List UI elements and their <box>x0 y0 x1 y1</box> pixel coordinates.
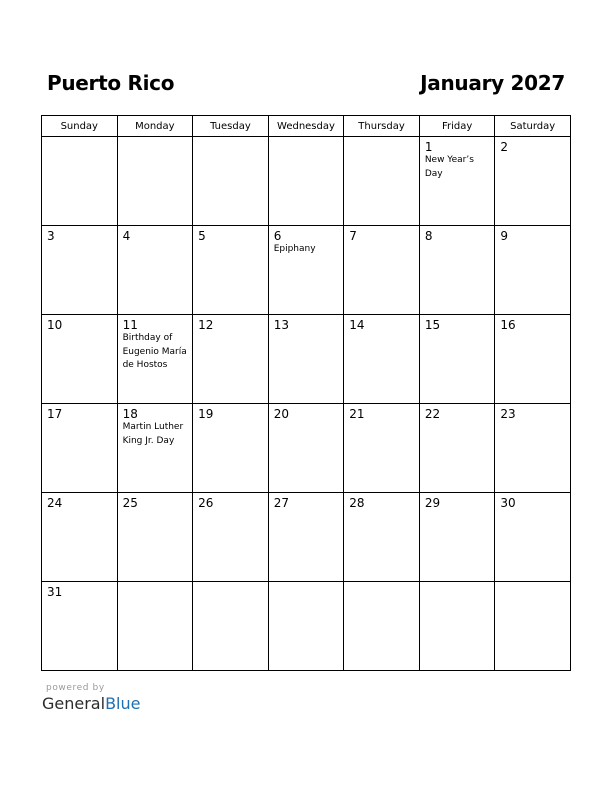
day-number: 20 <box>273 407 289 421</box>
day-cell <box>268 493 344 582</box>
day-cell <box>419 137 495 226</box>
day-cell-content <box>420 582 495 670</box>
day-number: 13 <box>273 318 289 332</box>
day-cell-content <box>344 404 419 492</box>
day-number: 22 <box>424 407 441 421</box>
logo-general-text: General <box>42 694 106 713</box>
day-cell <box>268 315 344 404</box>
day-cell <box>117 226 193 315</box>
day-cell <box>193 226 269 315</box>
holiday-label: Birthday of Eugenio María de Hostos <box>122 333 187 370</box>
day-cell-content <box>344 315 419 403</box>
weekday-header: Friday <box>419 116 495 137</box>
day-cell <box>42 315 118 404</box>
generalblue-logo[interactable] <box>42 694 140 713</box>
day-cell-content <box>420 226 495 314</box>
day-cell-content <box>495 582 570 670</box>
day-cell-content <box>42 226 117 314</box>
day-cell <box>419 404 495 493</box>
day-cell <box>193 137 269 226</box>
day-number: 18 <box>122 407 138 421</box>
weekday-header: Saturday <box>495 116 571 137</box>
holiday-label: New Year’s Day <box>424 155 474 179</box>
day-cell-content <box>495 137 570 225</box>
day-number: 16 <box>500 318 516 332</box>
day-cell-content <box>118 226 193 314</box>
day-number: 8 <box>424 229 433 243</box>
day-cell <box>268 582 344 671</box>
day-cell <box>193 315 269 404</box>
day-cell <box>117 404 193 493</box>
day-cell-content <box>42 404 117 492</box>
day-cell-content <box>193 404 268 492</box>
day-number: 11 <box>122 318 138 332</box>
day-number: 28 <box>349 496 365 510</box>
day-cell-content <box>193 226 268 314</box>
day-number: 1 <box>424 140 433 154</box>
day-cell <box>495 493 571 582</box>
week-row <box>42 404 571 493</box>
day-cell-content <box>495 493 570 581</box>
calendar-grid <box>41 115 571 671</box>
day-number: 10 <box>47 318 63 332</box>
day-cell <box>344 582 420 671</box>
day-cell-content <box>118 493 193 581</box>
day-number: 2 <box>500 140 509 154</box>
week-row <box>42 226 571 315</box>
day-cell <box>495 226 571 315</box>
day-cell-content <box>420 493 495 581</box>
day-cell <box>117 315 193 404</box>
day-cell <box>193 493 269 582</box>
day-cell-content <box>495 315 570 403</box>
powered-by-text: powered by <box>46 683 105 693</box>
day-cell <box>268 404 344 493</box>
day-cell <box>495 404 571 493</box>
day-cell <box>193 582 269 671</box>
day-cell-content <box>193 315 268 403</box>
day-number: 19 <box>198 407 214 421</box>
weekday-header: Sunday <box>42 116 118 137</box>
day-cell <box>193 404 269 493</box>
day-cell <box>419 315 495 404</box>
day-cell <box>42 226 118 315</box>
day-cell <box>344 226 420 315</box>
holiday-label: Epiphany <box>273 244 316 254</box>
day-cell-content <box>118 137 193 225</box>
logo-blue-text: Blue <box>105 694 141 713</box>
weekday-header: Tuesday <box>193 116 269 137</box>
weekday-header: Wednesday <box>268 116 344 137</box>
day-cell-content <box>269 315 344 403</box>
day-cell <box>495 315 571 404</box>
day-cell <box>419 582 495 671</box>
day-cell-content <box>42 493 117 581</box>
day-cell-content <box>269 582 344 670</box>
day-number: 27 <box>273 496 289 510</box>
day-number: 26 <box>198 496 214 510</box>
day-number: 21 <box>349 407 365 421</box>
day-cell-content <box>344 226 419 314</box>
day-number: 9 <box>500 229 509 243</box>
day-cell-content <box>193 582 268 670</box>
month-year-title: January 2027 <box>420 71 565 95</box>
day-number: 3 <box>47 229 55 243</box>
day-cell-content <box>269 226 344 314</box>
day-number: 15 <box>424 318 441 332</box>
day-number: 17 <box>47 407 63 421</box>
day-cell <box>495 582 571 671</box>
day-cell-content <box>42 137 117 225</box>
day-cell <box>344 137 420 226</box>
day-cell <box>268 226 344 315</box>
day-number: 14 <box>349 318 365 332</box>
day-cell-content <box>420 315 495 403</box>
day-cell-content <box>193 493 268 581</box>
day-cell <box>344 315 420 404</box>
day-number: 29 <box>424 496 441 510</box>
day-cell <box>42 493 118 582</box>
day-cell-content <box>118 315 193 403</box>
day-number: 6 <box>273 229 282 243</box>
day-cell <box>117 493 193 582</box>
weekday-header: Thursday <box>344 116 420 137</box>
day-cell-content <box>269 404 344 492</box>
day-cell-content <box>193 137 268 225</box>
day-cell-content <box>420 137 495 225</box>
day-cell <box>117 137 193 226</box>
day-cell <box>344 404 420 493</box>
day-cell-content <box>269 137 344 225</box>
day-number: 31 <box>47 585 63 599</box>
day-cell <box>42 404 118 493</box>
day-cell <box>495 137 571 226</box>
day-number: 23 <box>500 407 516 421</box>
day-cell-content <box>495 404 570 492</box>
day-cell-content <box>42 315 117 403</box>
day-cell-content <box>118 404 193 492</box>
week-row <box>42 315 571 404</box>
day-cell <box>268 137 344 226</box>
day-cell-content <box>420 404 495 492</box>
day-cell-content <box>344 137 419 225</box>
week-row <box>42 493 571 582</box>
weekday-header: Monday <box>117 116 193 137</box>
country-title: Puerto Rico <box>47 71 175 95</box>
day-cell-content <box>42 582 117 670</box>
day-cell <box>419 226 495 315</box>
day-number: 5 <box>198 229 206 243</box>
day-cell-content <box>344 493 419 581</box>
day-number: 12 <box>198 318 214 332</box>
day-cell <box>419 493 495 582</box>
day-cell <box>42 137 118 226</box>
week-row <box>42 137 571 226</box>
day-number: 7 <box>349 229 357 243</box>
day-cell-content <box>269 493 344 581</box>
day-number: 30 <box>500 496 516 510</box>
day-cell <box>117 582 193 671</box>
weekday-header-row <box>42 116 571 137</box>
day-cell-content <box>118 582 193 670</box>
holiday-label: Martin Luther King Jr. Day <box>122 422 184 446</box>
day-number: 4 <box>122 229 131 243</box>
week-row <box>42 582 571 671</box>
day-number: 24 <box>47 496 63 510</box>
day-cell-content <box>495 226 570 314</box>
day-number: 25 <box>122 496 138 510</box>
day-cell <box>42 582 118 671</box>
day-cell <box>344 493 420 582</box>
day-cell-content <box>344 582 419 670</box>
